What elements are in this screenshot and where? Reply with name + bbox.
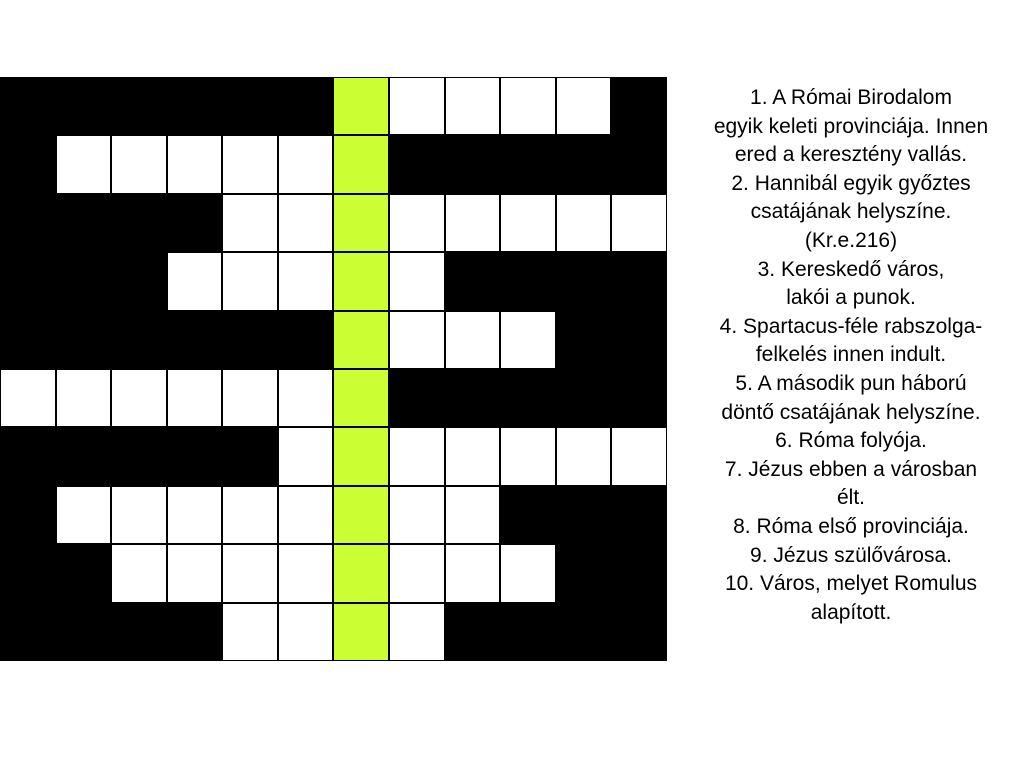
grid-block	[500, 252, 556, 310]
grid-block	[611, 135, 667, 193]
grid-block	[167, 311, 223, 369]
letter-cell[interactable]	[278, 135, 334, 193]
letter-cell[interactable]	[0, 369, 56, 427]
grid-block	[111, 194, 167, 252]
letter-cell[interactable]	[278, 427, 334, 485]
solution-cell[interactable]	[333, 544, 389, 602]
grid-block	[111, 252, 167, 310]
grid-block	[500, 135, 556, 193]
grid-block	[389, 369, 445, 427]
grid-block	[0, 486, 56, 544]
letter-cell[interactable]	[500, 544, 556, 602]
letter-cell[interactable]	[167, 252, 223, 310]
letter-cell[interactable]	[611, 194, 667, 252]
clue-9: 9. Jézus szülővárosa.	[750, 543, 952, 567]
solution-cell[interactable]	[333, 311, 389, 369]
letter-cell[interactable]	[111, 486, 167, 544]
letter-cell[interactable]	[389, 544, 445, 602]
solution-cell[interactable]	[333, 427, 389, 485]
letter-cell[interactable]	[56, 486, 112, 544]
grid-block	[500, 603, 556, 661]
grid-block	[611, 369, 667, 427]
solution-cell[interactable]	[333, 603, 389, 661]
grid-block	[222, 427, 278, 485]
solution-cell[interactable]	[333, 252, 389, 310]
grid-block	[0, 135, 56, 193]
letter-cell[interactable]	[167, 486, 223, 544]
grid-block	[167, 194, 223, 252]
grid-block	[389, 135, 445, 193]
grid-block	[556, 135, 612, 193]
clue-4: 4. Spartacus-féle rabszolga- felkelés innen indult.	[719, 314, 983, 367]
letter-cell[interactable]	[389, 486, 445, 544]
letter-cell[interactable]	[445, 77, 501, 135]
clue-1: 1. A Római Birodalom egyik keleti provinciája. Innen ered a keresztény vallás.	[713, 86, 989, 167]
solution-cell[interactable]	[333, 194, 389, 252]
grid-block	[611, 603, 667, 661]
grid-block	[222, 77, 278, 135]
grid-block	[445, 252, 501, 310]
letter-cell[interactable]	[222, 194, 278, 252]
letter-cell[interactable]	[56, 135, 112, 193]
letter-cell[interactable]	[445, 311, 501, 369]
grid-block	[556, 544, 612, 602]
grid-block	[611, 252, 667, 310]
letter-cell[interactable]	[611, 427, 667, 485]
letter-cell[interactable]	[500, 194, 556, 252]
solution-cell[interactable]	[333, 135, 389, 193]
crossword-grid	[0, 77, 667, 661]
letter-cell[interactable]	[167, 544, 223, 602]
grid-block	[556, 486, 612, 544]
grid-block	[445, 369, 501, 427]
letter-cell[interactable]	[111, 135, 167, 193]
grid-block	[556, 369, 612, 427]
grid-block	[111, 77, 167, 135]
letter-cell[interactable]	[500, 311, 556, 369]
letter-cell[interactable]	[389, 194, 445, 252]
grid-block	[556, 252, 612, 310]
clue-5: 5. A második pun háború döntő csatájának helyszíne.	[721, 371, 981, 424]
letter-cell[interactable]	[222, 603, 278, 661]
clue-2: 2. Hannibál egyik győztes csatájának helyszíne. (Kr.e.216)	[731, 171, 971, 252]
clue-3: 3. Kereskedő város, lakói a punok.	[757, 257, 945, 310]
grid-block	[56, 252, 112, 310]
letter-cell[interactable]	[222, 369, 278, 427]
letter-cell[interactable]	[389, 77, 445, 135]
grid-block	[445, 135, 501, 193]
grid-block	[0, 544, 56, 602]
letter-cell[interactable]	[389, 252, 445, 310]
grid-block	[56, 603, 112, 661]
grid-block	[0, 194, 56, 252]
solution-cell[interactable]	[333, 369, 389, 427]
letter-cell[interactable]	[222, 135, 278, 193]
letter-cell[interactable]	[278, 486, 334, 544]
letter-cell[interactable]	[556, 194, 612, 252]
grid-block	[111, 427, 167, 485]
letter-cell[interactable]	[222, 544, 278, 602]
letter-cell[interactable]	[445, 427, 501, 485]
letter-cell[interactable]	[445, 194, 501, 252]
grid-block	[111, 603, 167, 661]
letter-cell[interactable]	[389, 427, 445, 485]
letter-cell[interactable]	[278, 544, 334, 602]
letter-cell[interactable]	[222, 252, 278, 310]
letter-cell[interactable]	[389, 603, 445, 661]
letter-cell[interactable]	[500, 77, 556, 135]
solution-cell[interactable]	[333, 77, 389, 135]
grid-block	[56, 311, 112, 369]
letter-cell[interactable]	[389, 311, 445, 369]
grid-block	[56, 77, 112, 135]
clue-10: 10. Város, melyet Romulus alapított.	[724, 572, 978, 624]
grid-block	[56, 427, 112, 485]
letter-cell[interactable]	[278, 369, 334, 427]
letter-cell[interactable]	[556, 77, 612, 135]
letter-cell[interactable]	[556, 427, 612, 485]
grid-block	[611, 486, 667, 544]
grid-block	[445, 603, 501, 661]
letter-cell[interactable]	[56, 369, 112, 427]
grid-block	[611, 544, 667, 602]
grid-block	[222, 311, 278, 369]
grid-block	[167, 603, 223, 661]
grid-block	[500, 486, 556, 544]
solution-cell[interactable]	[333, 486, 389, 544]
grid-block	[611, 77, 667, 135]
letter-cell[interactable]	[111, 544, 167, 602]
grid-block	[167, 427, 223, 485]
grid-block	[500, 369, 556, 427]
letter-cell[interactable]	[445, 544, 501, 602]
clue-6: 6. Róma folyója.	[775, 429, 927, 453]
grid-block	[0, 427, 56, 485]
grid-block	[556, 603, 612, 661]
clue-7: 7. Jézus ebben a városban élt.	[724, 457, 978, 510]
letter-cell[interactable]	[167, 369, 223, 427]
grid-block	[111, 311, 167, 369]
grid-block	[56, 544, 112, 602]
letter-cell[interactable]	[445, 486, 501, 544]
grid-block	[0, 77, 56, 135]
letter-cell[interactable]	[111, 369, 167, 427]
grid-block	[278, 77, 334, 135]
letter-cell[interactable]	[222, 486, 278, 544]
letter-cell[interactable]	[278, 194, 334, 252]
letter-cell[interactable]	[278, 603, 334, 661]
grid-block	[0, 311, 56, 369]
grid-block	[611, 311, 667, 369]
grid-block	[0, 252, 56, 310]
letter-cell[interactable]	[500, 427, 556, 485]
grid-block	[56, 194, 112, 252]
letter-cell[interactable]	[167, 135, 223, 193]
grid-block	[278, 311, 334, 369]
clue-list	[680, 84, 1022, 627]
clue-8: 8. Róma első provinciája.	[733, 514, 969, 538]
grid-block	[167, 77, 223, 135]
grid-block	[0, 603, 56, 661]
grid-block	[556, 311, 612, 369]
letter-cell[interactable]	[278, 252, 334, 310]
